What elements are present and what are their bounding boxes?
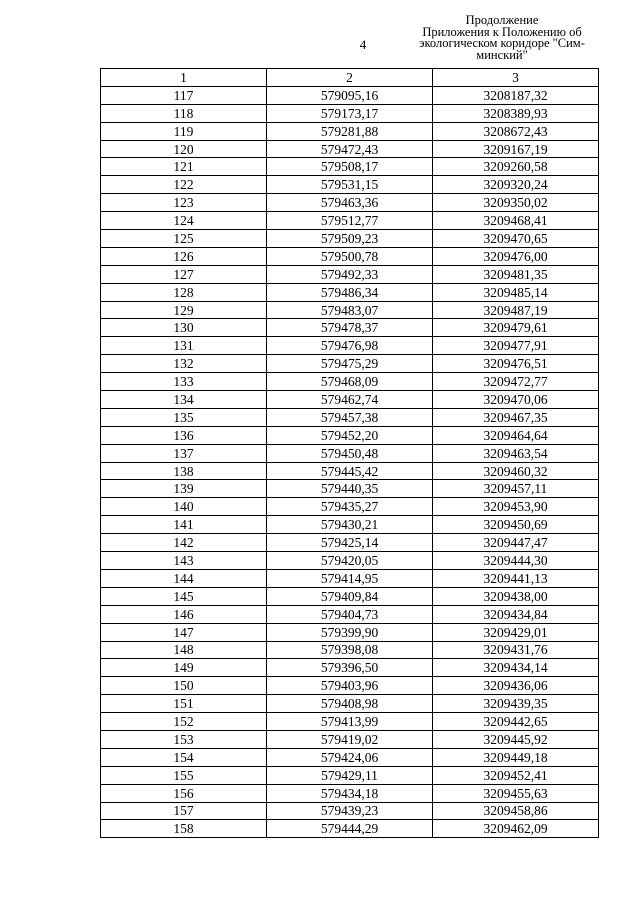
y-coordinate-cell: 3209444,30 — [433, 552, 599, 570]
x-coordinate-cell: 579462,74 — [267, 391, 433, 409]
y-coordinate-cell: 3209462,09 — [433, 820, 599, 838]
table-row — [101, 605, 599, 623]
x-coordinate-cell: 579424,06 — [267, 748, 433, 766]
header-note — [418, 15, 586, 61]
x-coordinate-cell: 579403,96 — [267, 677, 433, 695]
y-coordinate-cell: 3209434,14 — [433, 659, 599, 677]
header-line: Продолжение — [465, 13, 539, 27]
table-row — [101, 820, 599, 838]
point-number-cell: 146 — [101, 605, 267, 623]
table-row — [101, 587, 599, 605]
x-coordinate-cell: 579419,02 — [267, 730, 433, 748]
y-coordinate-cell: 3209460,32 — [433, 462, 599, 480]
y-coordinate-cell: 3208187,32 — [433, 86, 599, 104]
point-number-cell: 143 — [101, 552, 267, 570]
y-coordinate-cell: 3209429,01 — [433, 623, 599, 641]
point-number-cell: 139 — [101, 480, 267, 498]
table-row — [101, 748, 599, 766]
point-number-cell: 136 — [101, 426, 267, 444]
point-number-cell: 120 — [101, 140, 267, 158]
y-coordinate-cell: 3209260,58 — [433, 158, 599, 176]
point-number-cell: 122 — [101, 176, 267, 194]
point-number-cell: 158 — [101, 820, 267, 838]
table-row — [101, 552, 599, 570]
x-coordinate-cell: 579409,84 — [267, 587, 433, 605]
x-coordinate-cell: 579509,23 — [267, 230, 433, 248]
point-number-cell: 149 — [101, 659, 267, 677]
point-number-cell: 156 — [101, 784, 267, 802]
x-coordinate-cell: 579492,33 — [267, 265, 433, 283]
table-row — [101, 391, 599, 409]
header-line: экологическом коридоре "Сим- — [419, 36, 585, 50]
y-coordinate-cell: 3209434,84 — [433, 605, 599, 623]
table-row — [101, 569, 599, 587]
table-row — [101, 498, 599, 516]
x-coordinate-cell: 579095,16 — [267, 86, 433, 104]
point-number-cell: 151 — [101, 695, 267, 713]
table-row — [101, 426, 599, 444]
x-coordinate-cell: 579475,29 — [267, 355, 433, 373]
y-coordinate-cell: 3209476,51 — [433, 355, 599, 373]
x-coordinate-cell: 579396,50 — [267, 659, 433, 677]
x-coordinate-cell: 579398,08 — [267, 641, 433, 659]
table-row — [101, 462, 599, 480]
x-coordinate-cell: 579444,29 — [267, 820, 433, 838]
y-coordinate-cell: 3209441,13 — [433, 569, 599, 587]
x-coordinate-cell: 579478,37 — [267, 319, 433, 337]
table-row — [101, 104, 599, 122]
x-coordinate-cell: 579173,17 — [267, 104, 433, 122]
point-number-cell: 157 — [101, 802, 267, 820]
y-coordinate-cell: 3209436,06 — [433, 677, 599, 695]
y-coordinate-cell: 3208389,93 — [433, 104, 599, 122]
table-row — [101, 641, 599, 659]
point-number-cell: 147 — [101, 623, 267, 641]
x-coordinate-cell: 579281,88 — [267, 122, 433, 140]
table-row — [101, 247, 599, 265]
table-row — [101, 784, 599, 802]
x-coordinate-cell: 579472,43 — [267, 140, 433, 158]
x-coordinate-cell: 579439,23 — [267, 802, 433, 820]
table-row — [101, 444, 599, 462]
table-row — [101, 337, 599, 355]
x-coordinate-cell: 579413,99 — [267, 713, 433, 731]
table-row — [101, 212, 599, 230]
x-coordinate-cell: 579512,77 — [267, 212, 433, 230]
point-number-cell: 152 — [101, 713, 267, 731]
table-row — [101, 265, 599, 283]
y-coordinate-cell: 3209450,69 — [433, 516, 599, 534]
table-row — [101, 695, 599, 713]
table-row — [101, 355, 599, 373]
table-body — [101, 86, 599, 837]
x-coordinate-cell: 579434,18 — [267, 784, 433, 802]
x-coordinate-cell: 579404,73 — [267, 605, 433, 623]
table-row — [101, 122, 599, 140]
point-number-cell: 134 — [101, 391, 267, 409]
table-row — [101, 86, 599, 104]
x-coordinate-cell: 579425,14 — [267, 534, 433, 552]
y-coordinate-cell: 3209442,65 — [433, 713, 599, 731]
column-header-1: 1 — [101, 69, 267, 87]
point-number-cell: 140 — [101, 498, 267, 516]
x-coordinate-cell: 579457,38 — [267, 408, 433, 426]
point-number-cell: 123 — [101, 194, 267, 212]
table-row — [101, 534, 599, 552]
y-coordinate-cell: 3209455,63 — [433, 784, 599, 802]
point-number-cell: 153 — [101, 730, 267, 748]
table-row — [101, 158, 599, 176]
y-coordinate-cell: 3209350,02 — [433, 194, 599, 212]
x-coordinate-cell: 579450,48 — [267, 444, 433, 462]
coordinates-table — [100, 68, 599, 838]
x-coordinate-cell: 579445,42 — [267, 462, 433, 480]
point-number-cell: 128 — [101, 283, 267, 301]
table-row — [101, 480, 599, 498]
header-line: Приложения к Положению об — [422, 24, 582, 39]
x-coordinate-cell: 579452,20 — [267, 426, 433, 444]
y-coordinate-cell: 3209439,35 — [433, 695, 599, 713]
table-row — [101, 140, 599, 158]
y-coordinate-cell: 3209476,00 — [433, 247, 599, 265]
point-number-cell: 129 — [101, 301, 267, 319]
x-coordinate-cell: 579420,05 — [267, 552, 433, 570]
point-number-cell: 130 — [101, 319, 267, 337]
table-row — [101, 301, 599, 319]
point-number-cell: 150 — [101, 677, 267, 695]
x-coordinate-cell: 579435,27 — [267, 498, 433, 516]
table-row — [101, 176, 599, 194]
point-number-cell: 135 — [101, 408, 267, 426]
y-coordinate-cell: 3209167,19 — [433, 140, 599, 158]
y-coordinate-cell: 3209487,19 — [433, 301, 599, 319]
x-coordinate-cell: 579463,36 — [267, 194, 433, 212]
header-line: минский" — [476, 47, 528, 62]
table-row — [101, 230, 599, 248]
x-coordinate-cell: 579486,34 — [267, 283, 433, 301]
table-row — [101, 659, 599, 677]
point-number-cell: 155 — [101, 766, 267, 784]
table-header-row — [101, 69, 599, 87]
point-number-cell: 127 — [101, 265, 267, 283]
point-number-cell: 133 — [101, 373, 267, 391]
y-coordinate-cell: 3209467,35 — [433, 408, 599, 426]
point-number-cell: 119 — [101, 122, 267, 140]
y-coordinate-cell: 3209472,77 — [433, 373, 599, 391]
x-coordinate-cell: 579500,78 — [267, 247, 433, 265]
x-coordinate-cell: 579468,09 — [267, 373, 433, 391]
x-coordinate-cell: 579399,90 — [267, 623, 433, 641]
point-number-cell: 126 — [101, 247, 267, 265]
point-number-cell: 117 — [101, 86, 267, 104]
point-number-cell: 154 — [101, 748, 267, 766]
y-coordinate-cell: 3208672,43 — [433, 122, 599, 140]
x-coordinate-cell: 579430,21 — [267, 516, 433, 534]
table-row — [101, 516, 599, 534]
y-coordinate-cell: 3209447,47 — [433, 534, 599, 552]
point-number-cell: 131 — [101, 337, 267, 355]
point-number-cell: 142 — [101, 534, 267, 552]
y-coordinate-cell: 3209477,91 — [433, 337, 599, 355]
y-coordinate-cell: 3209485,14 — [433, 283, 599, 301]
y-coordinate-cell: 3209481,35 — [433, 265, 599, 283]
table-row — [101, 623, 599, 641]
y-coordinate-cell: 3209463,54 — [433, 444, 599, 462]
x-coordinate-cell: 579429,11 — [267, 766, 433, 784]
point-number-cell: 132 — [101, 355, 267, 373]
page-number: 4 — [359, 37, 367, 52]
y-coordinate-cell: 3209470,65 — [433, 230, 599, 248]
table-row — [101, 730, 599, 748]
point-number-cell: 124 — [101, 212, 267, 230]
point-number-cell: 137 — [101, 444, 267, 462]
y-coordinate-cell: 3209457,11 — [433, 480, 599, 498]
x-coordinate-cell: 579508,17 — [267, 158, 433, 176]
point-number-cell: 141 — [101, 516, 267, 534]
point-number-cell: 125 — [101, 230, 267, 248]
x-coordinate-cell: 579408,98 — [267, 695, 433, 713]
y-coordinate-cell: 3209320,24 — [433, 176, 599, 194]
point-number-cell: 144 — [101, 569, 267, 587]
y-coordinate-cell: 3209438,00 — [433, 587, 599, 605]
y-coordinate-cell: 3209479,61 — [433, 319, 599, 337]
point-number-cell: 145 — [101, 587, 267, 605]
x-coordinate-cell: 579414,95 — [267, 569, 433, 587]
y-coordinate-cell: 3209464,64 — [433, 426, 599, 444]
table-row — [101, 373, 599, 391]
y-coordinate-cell: 3209453,90 — [433, 498, 599, 516]
point-number-cell: 138 — [101, 462, 267, 480]
y-coordinate-cell: 3209445,92 — [433, 730, 599, 748]
column-header-2: 2 — [267, 69, 433, 87]
x-coordinate-cell: 579476,98 — [267, 337, 433, 355]
y-coordinate-cell: 3209458,86 — [433, 802, 599, 820]
table-row — [101, 319, 599, 337]
y-coordinate-cell: 3209449,18 — [433, 748, 599, 766]
x-coordinate-cell: 579531,15 — [267, 176, 433, 194]
table-row — [101, 283, 599, 301]
point-number-cell: 148 — [101, 641, 267, 659]
y-coordinate-cell: 3209431,76 — [433, 641, 599, 659]
x-coordinate-cell: 579440,35 — [267, 480, 433, 498]
table-row — [101, 408, 599, 426]
point-number-cell: 118 — [101, 104, 267, 122]
table-row — [101, 802, 599, 820]
y-coordinate-cell: 3209470,06 — [433, 391, 599, 409]
y-coordinate-cell: 3209468,41 — [433, 212, 599, 230]
y-coordinate-cell: 3209452,41 — [433, 766, 599, 784]
table-row — [101, 677, 599, 695]
column-header-3: 3 — [433, 69, 599, 87]
table-row — [101, 766, 599, 784]
table-row — [101, 194, 599, 212]
point-number-cell: 121 — [101, 158, 267, 176]
x-coordinate-cell: 579483,07 — [267, 301, 433, 319]
table-row — [101, 713, 599, 731]
